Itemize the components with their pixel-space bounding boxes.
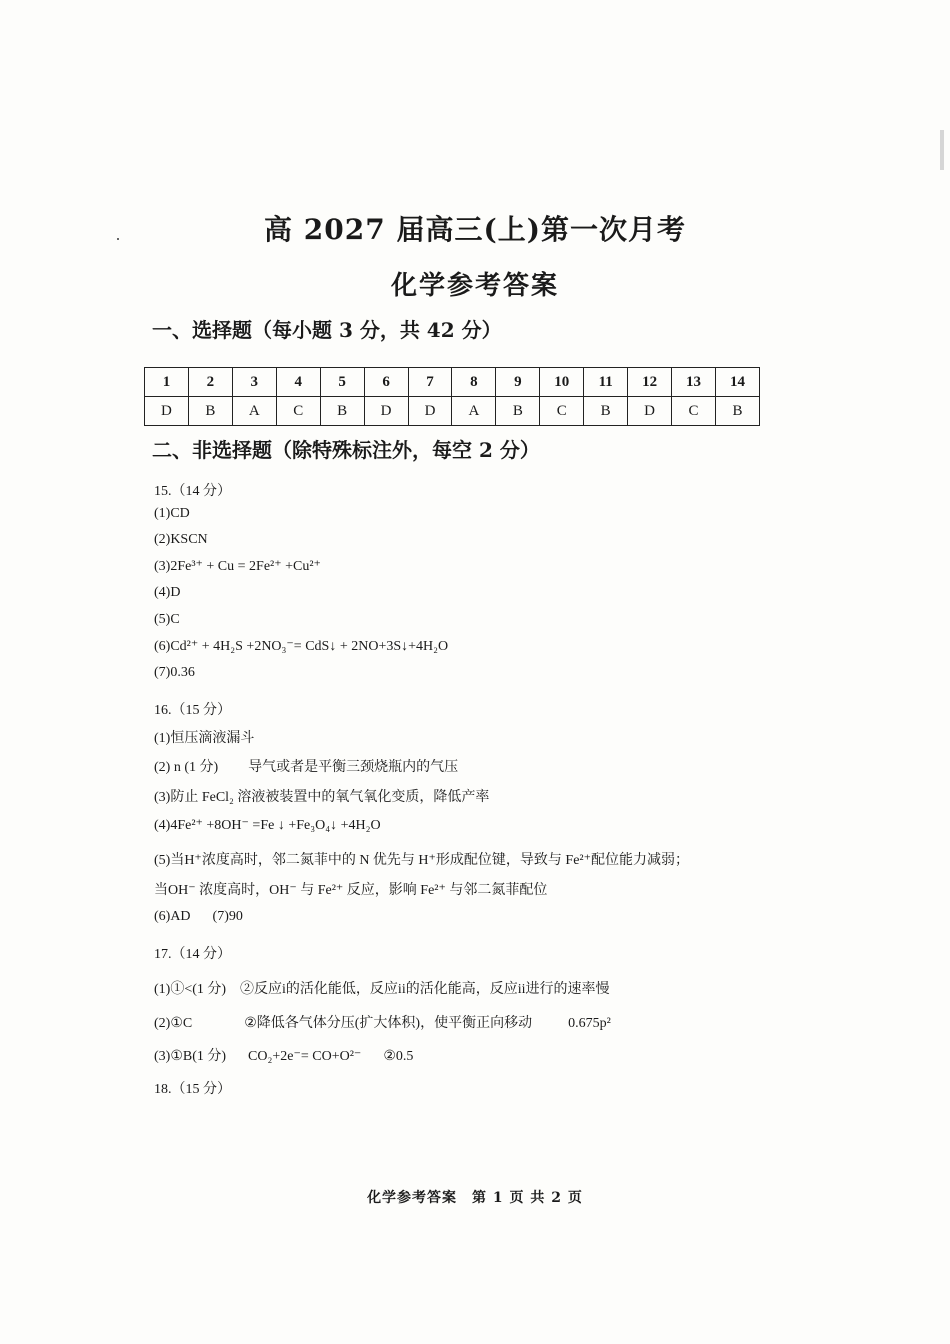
q15-answer-4: (4)D: [154, 585, 181, 600]
question-number-cell: 13: [672, 368, 716, 397]
question-number-cell: 11: [584, 368, 628, 397]
question-number-cell: 1: [145, 368, 189, 397]
answer-cell: A: [232, 397, 276, 426]
page-footer: 化学参考答案 第 1 页 共 2 页: [367, 1190, 583, 1206]
q16-answer-5-line-2: 当OH⁻ 浓度高时，OH⁻ 与 Fe²⁺ 反应，影响 Fe²⁺ 与邻二氮菲配位: [154, 883, 548, 898]
answer-cell: B: [320, 397, 364, 426]
q16-answer-2-part-b: 导气或者是平衡三颈烧瓶内的气压: [248, 760, 459, 775]
answer-cell: B: [496, 397, 540, 426]
section-heading-choice: 一、选择题（每小题 3 分，共 42 分）: [152, 318, 502, 342]
question-number-cell: 6: [364, 368, 408, 397]
q18-header: 18.（15 分）: [154, 1082, 231, 1097]
q16-answer-6: (6)AD: [154, 909, 191, 924]
answer-cell: C: [276, 397, 320, 426]
q17-answer-3: [154, 1045, 413, 1065]
q17-answer-1: [154, 978, 610, 998]
answer-cell: D: [145, 397, 189, 426]
section-heading-nonchoice: 二、非选择题（除特殊标注外，每空 2 分）: [152, 438, 540, 462]
q17-answer-1-part-a: (1)①<(1 分): [154, 982, 227, 997]
answer-cell: C: [540, 397, 584, 426]
q16-answer-2-part-a: (2) n (1 分): [154, 760, 219, 775]
page-title: 高 2027 届高三(上)第一次月考: [264, 213, 686, 246]
q16-answer-2: [154, 756, 458, 776]
answer-table-answer-row: [145, 397, 760, 426]
answer-table-number-row: [145, 368, 760, 397]
question-number-cell: 10: [540, 368, 584, 397]
answer-cell: D: [628, 397, 672, 426]
q17-answer-2: [154, 1012, 611, 1032]
q17-answer-2-part-c: 0.675p²: [568, 1016, 611, 1031]
question-number-cell: 2: [188, 368, 232, 397]
question-number-cell: 8: [452, 368, 496, 397]
answer-cell: D: [364, 397, 408, 426]
question-number-cell: 4: [276, 368, 320, 397]
q17-answer-3-part-a: (3)①B(1 分): [154, 1049, 227, 1064]
answer-cell: A: [452, 397, 496, 426]
q15-answer-2: (2)KSCN: [154, 532, 208, 547]
q17-answer-1-part-b: ②反应i的活化能低，反应ii的活化能高，反应ii进行的速率慢: [240, 982, 610, 997]
q16-answer-7: (7)90: [212, 909, 243, 924]
q16-answer-5-line-1: (5)当H⁺浓度高时，邻二氮菲中的 N 优先与 H⁺形成配位键，导致与 Fe²⁺配位能力减弱；: [154, 853, 690, 868]
q15-header: 15.（14 分）: [154, 484, 231, 499]
q15-answer-7: (7)0.36: [154, 665, 195, 680]
q15-answer-5: (5)C: [154, 612, 180, 627]
question-number-cell: 9: [496, 368, 540, 397]
answer-table: [144, 367, 760, 426]
q17-answer-3-part-b: CO₂+2e⁻= CO+O²⁻: [248, 1049, 362, 1064]
answer-cell: B: [715, 397, 759, 426]
question-number-cell: 3: [232, 368, 276, 397]
question-number-cell: 7: [408, 368, 452, 397]
scan-edge-mark: [940, 130, 944, 170]
q16-answer-4: (4)4Fe²⁺ +8OH⁻ =Fe ↓ +Fe₃O₄↓ +4H₂O: [154, 818, 381, 833]
q15-answer-1: (1)CD: [154, 506, 190, 521]
answer-cell: B: [584, 397, 628, 426]
question-number-cell: 14: [715, 368, 759, 397]
question-number-cell: 5: [320, 368, 364, 397]
q17-answer-2-part-b: ②降低各气体分压(扩大体积)，使平衡正向移动: [244, 1016, 533, 1031]
answer-cell: C: [672, 397, 716, 426]
q16-answer-3: (3)防止 FeCl₂ 溶液被装置中的氧气氧化变质，降低产率: [154, 790, 490, 805]
q17-answer-3-part-c: ②0.5: [383, 1049, 414, 1064]
q15-answer-6: (6)Cd²⁺ + 4H₂S +2NO₃⁻= CdS↓ + 2NO+3S↓+4H₂O: [154, 639, 449, 654]
q17-answer-2-part-a: (2)①C: [154, 1016, 193, 1031]
q17-header: 17.（14 分）: [154, 947, 231, 962]
answer-cell: B: [188, 397, 232, 426]
q16-answer-1: (1)恒压滴液漏斗: [154, 731, 255, 746]
q16-header: 16.（15 分）: [154, 703, 231, 718]
question-number-cell: 12: [628, 368, 672, 397]
answer-cell: D: [408, 397, 452, 426]
q15-answer-3: (3)2Fe³⁺ + Cu = 2Fe²⁺ +Cu²⁺: [154, 559, 321, 574]
page-subtitle: 化学参考答案: [390, 271, 559, 301]
q16-answer-6-7: [154, 909, 243, 925]
